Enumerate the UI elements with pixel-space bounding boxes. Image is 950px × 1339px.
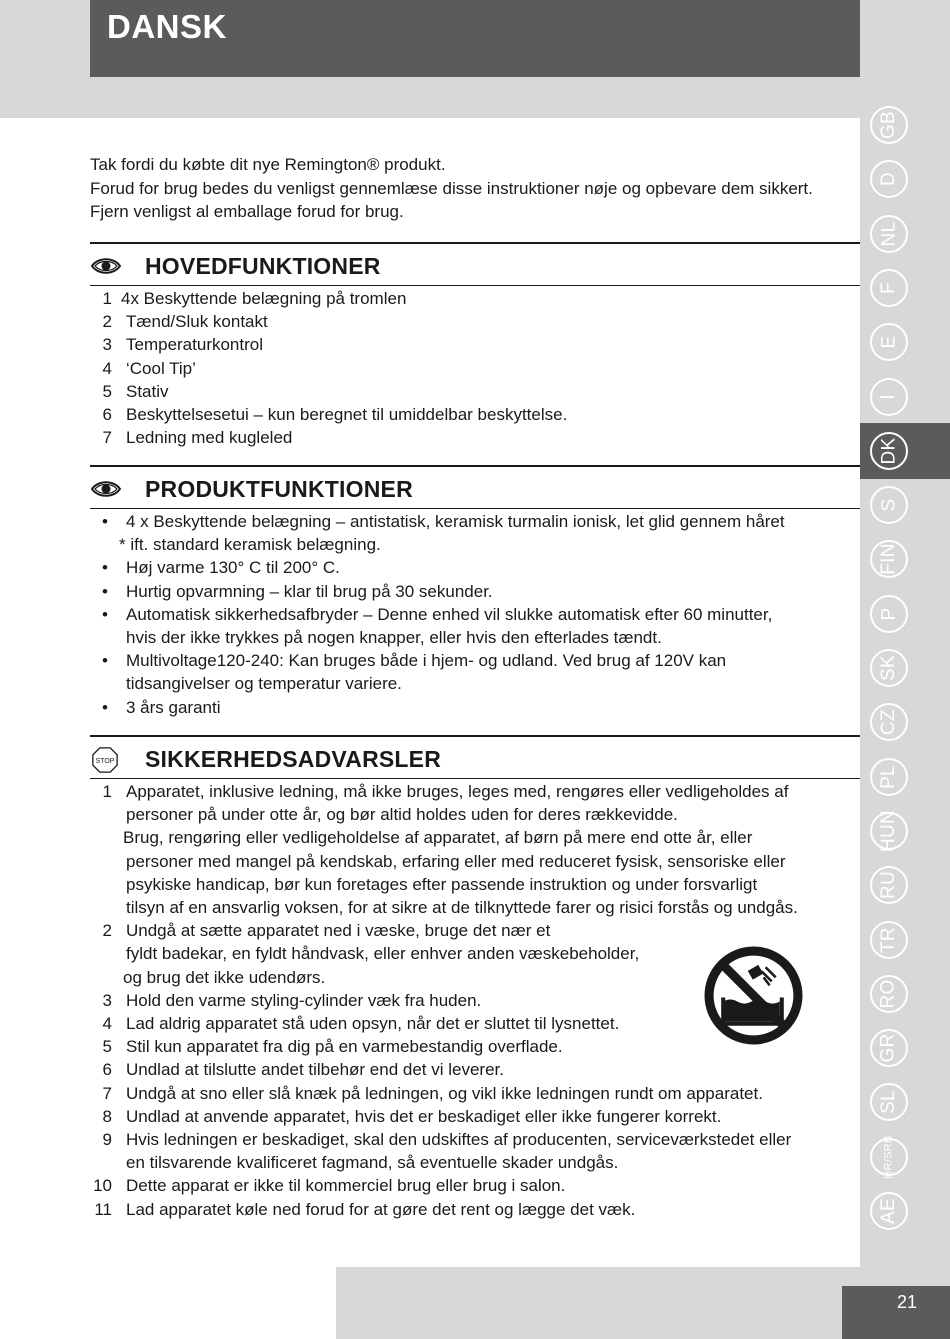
language-ring-icon — [870, 432, 908, 470]
item-text: Undlad at anvende apparatet, hvis det er beskadiget eller ikke fungerer korrekt. — [126, 1106, 722, 1126]
list-item — [90, 803, 860, 826]
item-text: Multivoltage120-240: Kan bruges både i hjem- og udland. Ved brug af 120V kan — [126, 651, 727, 671]
item-number: 5 — [102, 381, 112, 401]
language-ring-icon — [870, 378, 908, 416]
language-tab-pl[interactable] — [870, 754, 908, 800]
language-code: FIN — [877, 543, 899, 576]
item-text: Beskyttelsesetui – kun beregnet til umiddelbar beskyttelse. — [126, 405, 568, 425]
item-text: Tænd/Sluk kontakt — [126, 312, 268, 332]
item-number: 11 — [94, 1199, 112, 1219]
language-sidebar — [860, 96, 950, 1256]
list-item — [90, 533, 860, 556]
language-tab-i[interactable] — [870, 374, 908, 420]
item-text: Undgå at sætte apparatet ned i væske, bruge det nær et — [126, 921, 551, 941]
section-main-features — [90, 242, 860, 449]
intro-text — [90, 153, 850, 224]
language-ring-icon — [870, 1029, 908, 1067]
list-item — [90, 626, 860, 649]
bullet-icon: • — [102, 651, 108, 671]
item-text: Temperaturkontrol — [126, 335, 264, 355]
language-tab-e[interactable] — [870, 319, 908, 365]
section-header — [90, 735, 860, 779]
list-item — [90, 556, 860, 579]
language-code: AE — [877, 1198, 899, 1224]
bullet-icon: • — [102, 558, 108, 578]
item-number: 3 — [102, 990, 112, 1010]
list-item — [90, 1174, 860, 1197]
list-item — [90, 672, 860, 695]
section-product-features — [90, 465, 860, 719]
language-tab-dk[interactable] — [870, 428, 908, 474]
item-number: 1 — [102, 782, 112, 801]
item-text: og brug det ikke udendørs. — [123, 967, 326, 987]
language-code: GB — [878, 110, 899, 140]
section-header — [90, 242, 860, 286]
bullet-icon: • — [102, 512, 108, 531]
language-tab-d[interactable] — [870, 156, 908, 202]
language-tab-hr-srb[interactable] — [870, 1134, 908, 1180]
language-tab-cz[interactable] — [870, 699, 908, 745]
page-number: 21 — [897, 1292, 918, 1312]
language-code: DK — [878, 437, 899, 465]
item-text: personer med mangel på kendskab, erfaring eller med reduceret fysisk, sensoriske eller — [126, 851, 786, 871]
language-ring-icon — [870, 595, 908, 633]
bottom-band — [336, 1267, 860, 1339]
section-header — [90, 465, 860, 509]
intro-line-1: Tak fordi du købte dit nye Remington® produkt. — [90, 155, 446, 174]
language-tab-ae[interactable] — [870, 1188, 908, 1234]
item-text: ‘Cool Tip’ — [126, 358, 196, 378]
list-item — [90, 310, 860, 333]
language-code: HUN — [878, 809, 900, 852]
list-item — [90, 896, 860, 919]
language-code: GR — [877, 1033, 899, 1063]
item-text: Hvis ledningen er beskadiget, skal den udskiftes af producenten, serviceværkstedet eller — [126, 1130, 792, 1150]
item-number: 9 — [102, 1130, 112, 1150]
item-text: * ift. standard keramisk belægning. — [119, 535, 381, 555]
stop-label: STOP — [95, 758, 115, 766]
item-text: Lad apparatet køle ned forud for at gøre det rent og lægge det væk. — [126, 1199, 636, 1219]
eye-icon — [90, 478, 122, 500]
language-ring-icon — [870, 106, 908, 144]
language-ring-icon — [870, 1192, 908, 1230]
language-tab-gr[interactable] — [870, 1025, 908, 1071]
language-tab-f[interactable] — [870, 265, 908, 311]
item-number: 8 — [102, 1106, 112, 1126]
list-item — [90, 603, 860, 626]
language-tab-ru[interactable] — [870, 862, 908, 908]
item-number: 6 — [102, 1060, 112, 1080]
item-text: tidsangivelser og temperatur variere. — [126, 674, 402, 694]
language-code: SL — [878, 1090, 899, 1115]
item-text: hvis der ikke trykkes på nogen knapper, eller hvis den efterlades tændt. — [126, 628, 662, 648]
language-ring-icon — [870, 486, 908, 524]
language-tab-p[interactable] — [870, 591, 908, 637]
item-text: psykiske handicap, bør kun foretages efter passende instruktion og under forsvarligt — [126, 874, 758, 894]
item-text: Hurtig opvarmning – klar til brug på 30 sekunder. — [126, 581, 493, 601]
language-ring-icon — [870, 540, 908, 578]
language-code: HR/SRB — [883, 1135, 895, 1179]
language-ring-icon — [870, 975, 908, 1013]
language-code: E — [877, 335, 899, 349]
language-ring-icon — [870, 215, 908, 253]
list-item — [90, 357, 860, 380]
language-ring-icon — [870, 703, 908, 741]
list-item — [90, 287, 860, 310]
language-code: RO — [877, 979, 899, 1009]
language-code: RU — [877, 871, 899, 900]
item-text: 3 års garanti — [126, 697, 221, 717]
list-item — [90, 919, 860, 942]
list-item — [90, 780, 860, 803]
section-title: PRODUKTFUNKTIONER — [145, 476, 413, 502]
list-item — [90, 873, 860, 896]
section-title: HOVEDFUNKTIONER — [145, 253, 381, 279]
bullet-icon: • — [102, 697, 108, 717]
language-tab-nl[interactable] — [870, 211, 908, 257]
list-item — [90, 1128, 860, 1151]
language-ring-icon — [870, 649, 908, 687]
language-code: I — [878, 393, 899, 400]
item-text: tilsyn af en ansvarlig voksen, for at sikre at de tilknyttede farer og risici forstås og undgås. — [126, 898, 798, 918]
list-item — [90, 510, 860, 533]
item-number: 4 — [102, 358, 112, 378]
eye-icon — [90, 255, 122, 277]
language-ring-icon — [870, 269, 908, 307]
item-number: 4 — [102, 1014, 112, 1034]
item-text: Dette apparat er ikke til kommerciel brug eller brug i salon. — [126, 1176, 566, 1196]
language-code: D — [878, 172, 899, 187]
item-text: 4x Beskyttende belægning på tromlen — [121, 289, 407, 308]
list-item — [90, 1105, 860, 1128]
item-number: 1 — [102, 289, 112, 308]
list-item — [90, 1058, 860, 1081]
item-text: Ledning med kugleled — [126, 428, 293, 448]
item-text: Undlad at tilslutte andet tilbehør end det vi leverer. — [126, 1060, 504, 1080]
no-water-icon — [703, 945, 804, 1046]
item-text: Apparatet, inklusive ledning, må ikke bruges, leges med, rengøres eller vedligeholdes af — [126, 782, 789, 801]
item-text: Brug, rengøring eller vedligeholdelse af apparatet, af børn på mere end otte år, eller — [123, 828, 753, 848]
item-number: 3 — [102, 335, 112, 355]
list-item — [90, 850, 860, 873]
list-item — [90, 1151, 860, 1174]
stop-icon — [90, 747, 120, 773]
bullet-icon: • — [102, 604, 108, 624]
list-item — [90, 1198, 860, 1221]
item-text: en tilsvarende kvalificeret fagmand, så eventuelle skader undgås. — [126, 1153, 619, 1173]
list-item — [90, 696, 860, 719]
language-ring-icon — [870, 921, 908, 959]
language-code: SK — [877, 655, 899, 681]
item-number: 7 — [102, 1083, 112, 1103]
item-text: Lad aldrig apparatet stå uden opsyn, når det er sluttet til lysnettet. — [126, 1014, 620, 1034]
item-number: 7 — [102, 428, 112, 448]
item-text: Stil kun apparatet fra dig på en varmebestandig overflade. — [126, 1037, 563, 1057]
header-bar — [90, 0, 860, 77]
item-number: 2 — [102, 921, 112, 941]
list-item — [90, 426, 860, 449]
language-code: NL — [877, 221, 899, 247]
main-features-list — [90, 287, 860, 449]
language-code: PL — [878, 764, 899, 789]
language-tab-s[interactable] — [870, 482, 908, 528]
item-number: 6 — [102, 405, 112, 425]
language-tab-gb[interactable] — [870, 102, 908, 148]
product-features-list — [90, 510, 860, 719]
language-code: TR — [878, 926, 899, 953]
language-ring-icon — [870, 758, 908, 796]
list-item — [90, 826, 860, 849]
language-code: CZ — [878, 709, 899, 736]
intro-line-2: Forud for brug bedes du venligst gennemlæse disse instruktioner nøje og opbevare dem sikkert. Fjern venligst al emballage forud for brug. — [90, 178, 813, 221]
item-number: 5 — [102, 1037, 112, 1057]
language-ring-icon — [870, 1083, 908, 1121]
section-title: SIKKERHEDSADVARSLER — [145, 746, 442, 772]
language-tab-ro[interactable] — [870, 971, 908, 1017]
language-code: S — [877, 498, 899, 512]
item-text: Undgå at sno eller slå knæk på ledningen, og vikl ikke ledningen rundt om apparatet. — [126, 1083, 763, 1103]
language-code: F — [878, 281, 899, 294]
list-item — [90, 380, 860, 403]
language-ring-icon — [870, 809, 908, 852]
item-text: Høj varme 130° C til 200° C. — [126, 558, 340, 578]
language-tab-sl[interactable] — [870, 1079, 908, 1125]
list-item — [90, 580, 860, 603]
item-text: fyldt badekar, en fyldt håndvask, eller enhver anden væskebeholder, — [126, 944, 640, 964]
item-text: personer på under otte år, og bør altid holdes uden for deres rækkevidde. — [126, 805, 678, 825]
language-ring-icon — [870, 1135, 908, 1179]
page-title: DANSK — [107, 8, 227, 45]
item-text: 4 x Beskyttende belægning – antistatisk, keramisk turmalin ionisk, let glid gennem håret — [126, 512, 785, 531]
item-text: Hold den varme styling-cylinder væk fra huden. — [126, 990, 482, 1010]
bullet-icon: • — [102, 581, 108, 601]
item-text: Stativ — [126, 381, 169, 401]
language-ring-icon — [870, 160, 908, 198]
page-number-box — [842, 1286, 950, 1339]
page-body-bottom — [0, 1267, 336, 1339]
language-tab-hun[interactable] — [870, 808, 908, 854]
item-text: Automatisk sikkerhedsafbryder – Denne enhed vil slukke automatisk efter 60 minutter, — [126, 604, 773, 624]
language-ring-icon — [870, 866, 908, 904]
language-tab-tr[interactable] — [870, 917, 908, 963]
item-number: 2 — [102, 312, 112, 332]
list-item — [90, 403, 860, 426]
language-tab-fin[interactable] — [870, 536, 908, 582]
language-ring-icon — [870, 323, 908, 361]
language-tab-sk[interactable] — [870, 645, 908, 691]
list-item — [90, 649, 860, 672]
list-item — [90, 333, 860, 356]
language-code: P — [877, 607, 899, 621]
list-item — [90, 1082, 860, 1105]
item-number: 10 — [93, 1176, 112, 1196]
